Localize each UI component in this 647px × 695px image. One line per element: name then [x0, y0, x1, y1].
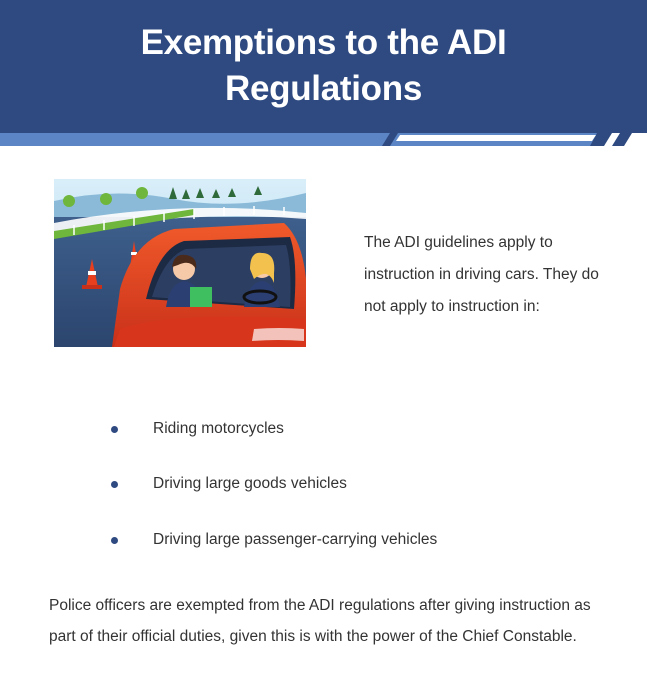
closing-paragraph: Police officers are exempted from the ADI regulations after giving instruction as part of their official duties, given this is with the power of the Chief Constable.	[49, 597, 591, 645]
list-item-text: Driving large passenger-carrying vehicles	[153, 531, 438, 548]
bullet-icon	[111, 426, 118, 433]
driving-lesson-illustration	[54, 179, 306, 347]
page-header	[0, 0, 647, 146]
bullet-icon	[111, 481, 118, 488]
title-line-2: Regulations	[225, 69, 422, 108]
bullet-icon	[111, 537, 118, 544]
header-stripe-decoration	[0, 128, 647, 146]
list-item-text: Riding motorcycles	[153, 420, 284, 437]
list-item-text: Driving large goods vehicles	[153, 475, 347, 492]
title-line-1: Exemptions to the ADI	[140, 23, 507, 62]
page-title	[0, 20, 647, 112]
intro-paragraph: The ADI guidelines apply to instruction in driving cars. They do not apply to instruction in:	[364, 234, 599, 315]
